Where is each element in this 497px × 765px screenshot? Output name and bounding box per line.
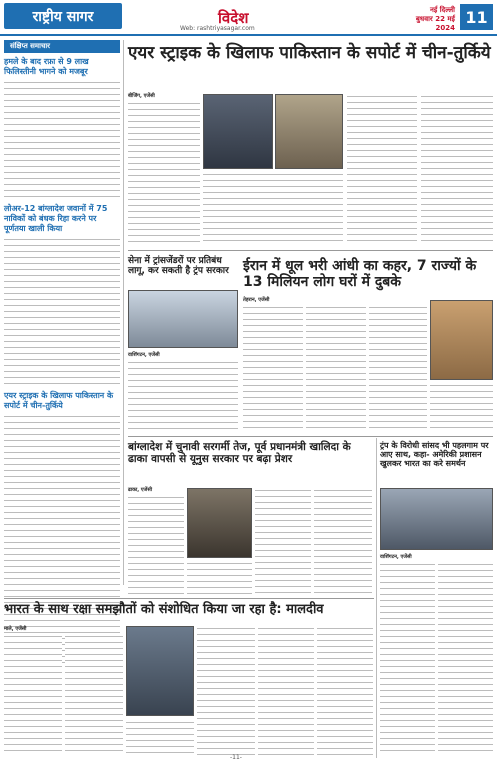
bangladesh-body-col4 bbox=[314, 488, 372, 595]
website-url: Web: rashtriyasagar.com bbox=[180, 25, 255, 32]
lead-headline: एयर स्ट्राइक के खिलाफ पाकिस्तान के सपोर्ट में चीन-तुर्किये bbox=[128, 43, 491, 63]
iran-dust-body-col3 bbox=[369, 305, 427, 432]
row-divider bbox=[128, 250, 493, 251]
issue-date: बुधवार 22 मई 2024 bbox=[415, 15, 455, 32]
maldives-headline: भारत के साथ रक्षा समझौतों को संशोधित किया जा रहा है: मालदीव bbox=[4, 602, 324, 617]
us-senator-headline: ट्रंप के विरोधी सांसद भी पहलगाम पर आए साथ, कहा- अमेरिकी प्रशासन खुलकर भारत का करे समर्थन bbox=[380, 441, 489, 469]
brief-body-2 bbox=[4, 237, 120, 387]
lead-body-col2 bbox=[203, 172, 343, 246]
column-divider bbox=[123, 40, 124, 585]
right-column-divider bbox=[376, 438, 377, 758]
iran-dust-body-col1 bbox=[243, 305, 303, 432]
trans-ban-headline: सेना में ट्रांसजेंडरों पर प्रतिबंध लागू, कर सकती है ट्रंप सरकार bbox=[128, 256, 229, 277]
trans-ban-dateline: वाशिंगटन, एजेंसी bbox=[128, 352, 160, 358]
lead-dateline: बीजिंग, एजेंसी bbox=[128, 93, 155, 99]
maldives-body-col5 bbox=[317, 626, 373, 756]
row-divider-2 bbox=[128, 436, 493, 437]
page-footer-marker: -11- bbox=[230, 754, 242, 761]
brief-headline-2: लोअर-12 बांग्लादेश जवानों में 75 नाविकों को बंधक रिहा करने पर पूर्णतया खाली किया bbox=[4, 204, 108, 233]
row-divider-3 bbox=[4, 598, 374, 599]
trans-ban-body bbox=[128, 360, 238, 432]
maldives-body-col4 bbox=[258, 626, 314, 756]
maldives-body-col3 bbox=[197, 626, 255, 756]
page-number: 11 bbox=[460, 4, 493, 30]
bangladesh-headline: बांग्लादेश में चुनावी सरगर्मी तेज, पूर्व प्रधानमंत्री खालिदा के ढाका वापसी से यूनुस सरकार पर बढ़ा प्रेशर bbox=[128, 441, 351, 466]
header-rule bbox=[0, 34, 497, 36]
iran-dust-body-col2 bbox=[306, 305, 366, 432]
lead-body-col1 bbox=[128, 101, 200, 246]
city-label: नई दिल्ली bbox=[429, 6, 455, 14]
us-senator-body-col2 bbox=[438, 562, 493, 756]
white-house-photo bbox=[128, 290, 238, 348]
dust-storm-photo bbox=[430, 300, 493, 380]
maldives-body-col2 bbox=[65, 634, 123, 756]
us-senator-dateline: वाशिंगटन, एजेंसी bbox=[380, 554, 412, 560]
lead-photo-left bbox=[203, 94, 273, 169]
lead-photo-right bbox=[275, 94, 343, 169]
senator-photo bbox=[380, 488, 493, 550]
bangladesh-body-col3 bbox=[255, 488, 311, 595]
maldives-body-col1 bbox=[4, 634, 62, 756]
brief-headline-3: एयर स्ट्राइक के खिलाफ पाकिस्तान के सपोर्ट में चीन-तुर्किये bbox=[4, 391, 114, 410]
bangladesh-body-col1 bbox=[128, 495, 184, 595]
date-block bbox=[395, 6, 455, 33]
iran-dust-headline: ईरान में धूल भरी आंधी का कहर, 7 राज्यों के 13 मिलियन लोग घरों में दुबके bbox=[243, 258, 477, 291]
masthead-logo: राष्ट्रीय सागर bbox=[4, 3, 122, 29]
maldives-president-photo bbox=[126, 626, 194, 716]
maldives-caption-lines bbox=[126, 720, 194, 756]
us-senator-body-col1 bbox=[380, 562, 435, 756]
section-title: विदेश bbox=[218, 9, 249, 27]
iran-dust-body-col4 bbox=[430, 383, 493, 432]
bangladesh-body-col2 bbox=[187, 561, 252, 595]
brief-headline-1: हमले के बाद रफ़ा से 9 लाख फिलिस्तीनी भागने को मजबूर bbox=[4, 57, 89, 76]
iran-dust-dateline: तेहरान, एजेंसी bbox=[243, 297, 270, 303]
lead-body-col4 bbox=[421, 94, 493, 246]
brief-body-1 bbox=[4, 80, 120, 200]
brief-news-heading: संक्षिप्त समाचार bbox=[4, 40, 120, 53]
lead-body-col3 bbox=[347, 94, 417, 246]
khaleda-photo bbox=[187, 488, 252, 558]
maldives-dateline: माले, एजेंसी bbox=[4, 626, 27, 632]
bangladesh-dateline: ढाका, एजेंसी bbox=[128, 487, 153, 493]
